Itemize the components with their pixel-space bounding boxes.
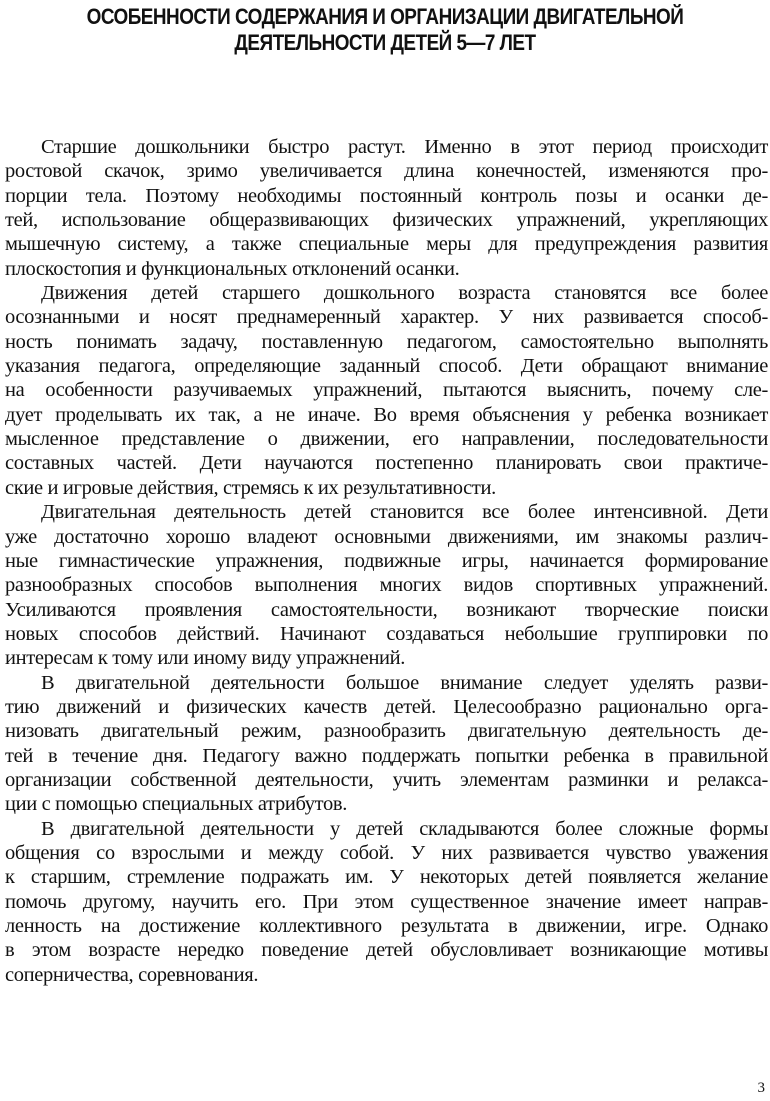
- text-line: ские и игровые действия, стремясь к их результативности.: [5, 476, 496, 499]
- text-line: В двигательной деятельности у детей складываются более сложные формы: [41, 817, 768, 840]
- text-line: мышечную систему, а также специальные меры для предупреждения развития: [5, 233, 768, 256]
- text-line: общения со взрослыми и между собой. У них развивается чувство уважения: [5, 841, 768, 864]
- text-line: интересам к тому или иному виду упражнений.: [5, 647, 406, 670]
- text-line: мысленное представление о движении, его направлении, последовательности: [5, 428, 768, 451]
- text-line: ции с помощью специальных атрибутов.: [5, 793, 348, 816]
- paragraph-5: [5, 817, 768, 987]
- text-line: Двигательная деятельность детей становится все более интенсивной. Дети: [41, 501, 768, 524]
- body-text: [5, 135, 768, 987]
- paragraph-1: [5, 135, 768, 281]
- text-line: указания педагога, определяющие заданный способ. Дети обращают внимание: [5, 355, 768, 378]
- text-line: тей в течение дня. Педагогу важно поддержать попытки ребенка в правильной: [5, 744, 768, 767]
- title-line-2: ДЕЯТЕЛЬНОСТИ ДЕТЕЙ 5—7 ЛЕТ: [234, 30, 536, 55]
- text-line: Движения детей старшего дошкольного возраста становятся все более: [41, 282, 768, 305]
- text-line: ные гимнастические упражнения, подвижные игры, начинается формирование: [5, 549, 768, 572]
- page-title: [54, 4, 716, 56]
- text-line: плоскостопия и функциональных отклонений осанки.: [5, 257, 460, 280]
- text-line: помочь другому, научить его. При этом существенное значение имеет направ-: [5, 890, 768, 913]
- text-line: порции тела. Поэтому необходимы постоянный контроль позы и осанки де-: [5, 184, 768, 207]
- text-line: в этом возрасте нередко поведение детей обусловливает возникающие мотивы: [5, 939, 768, 962]
- text-line: соперничества, соревнования.: [5, 963, 259, 986]
- text-line: на особенности разучиваемых упражнений, пытаются выяснить, почему сле-: [5, 379, 768, 402]
- text-line: разнообразных способов выполнения многих видов спортивных упражнений.: [5, 574, 768, 597]
- text-line: ростовой скачок, зримо увеличивается длина конечностей, изменяются про-: [5, 160, 768, 183]
- page-number: 3: [757, 1080, 765, 1096]
- text-line: Усиливаются проявления самостоятельности, возникают творческие поиски: [5, 598, 768, 621]
- paragraph-3: [5, 500, 768, 670]
- text-line: новых способов действий. Начинают создаваться небольшие группировки по: [5, 622, 768, 645]
- text-line: тию движений и физических качеств детей. Целесообразно рационально орга-: [5, 695, 768, 718]
- title-line-1: ОСОБЕННОСТИ СОДЕРЖАНИЯ И ОРГАНИЗАЦИИ ДВИГАТЕЛЬНОЙ: [86, 4, 684, 29]
- text-line: Старшие дошкольники быстро растут. Именно в этот период происходит: [41, 136, 768, 158]
- text-line: составных частей. Дети научаются постепенно планировать свои практиче-: [5, 452, 768, 475]
- text-line: к старшим, стремление подражать им. У некоторых детей появляется желание: [5, 866, 768, 889]
- text-line: организации собственной деятельности, учить элементам разминки и релакса-: [5, 768, 768, 791]
- text-line: дует проделывать их так, а не иначе. Во время объяснения у ребенка возникает: [5, 403, 768, 426]
- text-line: тей, использование общеразвивающих физических упражнений, укрепляющих: [5, 209, 768, 232]
- text-line: низовать двигательный режим, разнообразить двигательную деятельность де-: [5, 720, 768, 743]
- text-line: ленность на достижение коллективного результата в движении, игре. Однако: [5, 915, 768, 937]
- text-line: осознанными и носят преднамеренный характер. У них развивается способ-: [5, 306, 768, 329]
- paragraph-4: [5, 671, 768, 817]
- text-line: уже достаточно хорошо владеют основными движениями, им знакомы различ-: [5, 525, 768, 548]
- paragraph-2: [5, 281, 768, 500]
- text-line: ность понимать задачу, поставленную педагогом, самостоятельно выполнять: [5, 330, 768, 353]
- text-line: В двигательной деятельности большое внимание следует уделять разви-: [41, 671, 768, 694]
